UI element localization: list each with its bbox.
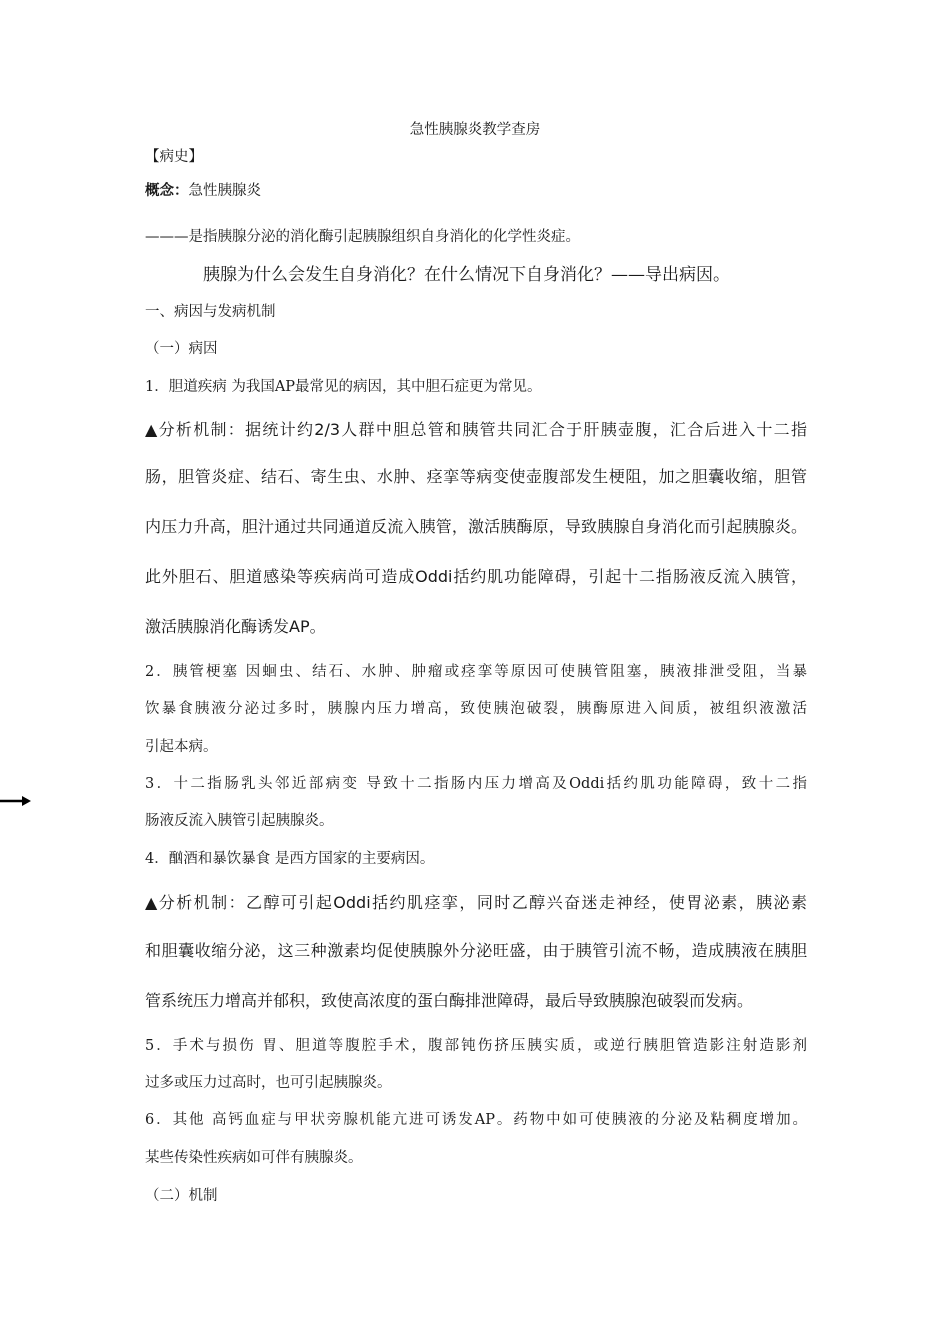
section-history-heading: 【病史】 xyxy=(145,149,203,165)
analysis-lead: ▲分析机制： xyxy=(145,893,247,912)
cause-item-3-line-1: 3．十二指肠乳头邻近部病变 导致十二指肠内压力增高及Oddi括约肌功能障碍，致十二指 xyxy=(145,776,807,792)
cause-item-5-line-2: 过多或压力过高时，也可引起胰腺炎。 xyxy=(145,1075,392,1091)
cause-item-1: 1．胆道疾病 为我国AP最常见的病因，其中胆石症更为常见。 xyxy=(145,379,542,395)
analysis-1-line-4: 此外胆石、胆道感染等疾病尚可造成Oddi括约肌功能障碍，引起十二指肠液反流入胰管， xyxy=(145,567,807,586)
analysis-1-line-5: 激活胰腺消化酶诱发AP。 xyxy=(145,617,326,636)
concept-value: 急性胰腺炎 xyxy=(188,183,261,199)
analysis-text: 据统计约2/3人群中胆总管和胰管共同汇合于肝胰壶腹，汇合后进入十二指 xyxy=(245,420,807,439)
cause-item-6-line-2: 某些传染性疾病如可伴有胰腺炎。 xyxy=(145,1150,363,1166)
analysis-lead: ▲分析机制： xyxy=(145,420,246,439)
concept-label: 概念： xyxy=(145,183,189,199)
definition-text: ———是指胰腺分泌的消化酶引起胰腺组织自身消化的化学性炎症。 xyxy=(145,229,580,245)
cause-item-5-line-1: 5．手术与损伤 胃、胆道等腹腔手术，腹部钝伤挤压胰实质，或逆行胰胆管造影注射造影剂 xyxy=(145,1038,807,1054)
cause-item-2-line-2: 饮暴食胰液分泌过多时，胰腺内压力增高，致使胰泡破裂，胰酶原进入间质，被组织液激活 xyxy=(145,701,807,717)
cause-item-3-line-2: 肠液反流入胰管引起胰腺炎。 xyxy=(145,813,334,829)
lead-question: 胰腺为什么会发生自身消化？在什么情况下自身消化？——导出病因。 xyxy=(203,265,730,285)
cause-item-2-line-1: 2．胰管梗塞 因蛔虫、结石、水肿、肿瘤或痉挛等原因可使胰管阻塞，胰液排泄受阻，当暴 xyxy=(145,664,807,680)
heading-cause: （一）病因 xyxy=(145,341,218,357)
cause-item-4: 4．酗酒和暴饮暴食 是西方国家的主要病因。 xyxy=(145,851,435,867)
analysis-text: 乙醇可引起Oddi括约肌痉挛，同时乙醇兴奋迷走神经，使胃泌素，胰泌素 xyxy=(246,893,807,912)
cause-item-6-line-1: 6．其他 高钙血症与甲状旁腺机能亢进可诱发AP。药物中如可使胰液的分泌及粘稠度增加。 xyxy=(145,1112,807,1128)
heading-cause-mechanism: 一、病因与发病机制 xyxy=(145,304,276,320)
analysis-2-line-2: 和胆囊收缩分泌，这三种激素均促使胰腺外分泌旺盛，由于胰管引流不畅，造成胰液在胰胆 xyxy=(145,941,807,960)
analysis-1-line-3: 内压力升高，胆汁通过共同通道反流入胰管，激活胰酶原，导致胰腺自身消化而引起胰腺炎。 xyxy=(145,517,807,536)
concept-line xyxy=(145,179,261,200)
analysis-2-line-3: 管系统压力增高并郁积，致使高浓度的蛋白酶排泄障碍，最后导致胰腺泡破裂而发病。 xyxy=(145,991,754,1010)
page-title: 急性胰腺炎教学查房 xyxy=(409,122,541,138)
analysis-1-line-1 xyxy=(145,417,807,440)
cause-item-2-line-3: 引起本病。 xyxy=(145,739,218,755)
heading-mechanism: （二）机制 xyxy=(145,1188,218,1204)
analysis-1-line-2: 肠，胆管炎症、结石、寄生虫、水肿、痉挛等病变使壶腹部发生梗阻，加之胆囊收缩，胆管 xyxy=(145,467,807,486)
right-arrow-icon xyxy=(0,795,32,807)
analysis-2-line-1 xyxy=(145,890,807,913)
